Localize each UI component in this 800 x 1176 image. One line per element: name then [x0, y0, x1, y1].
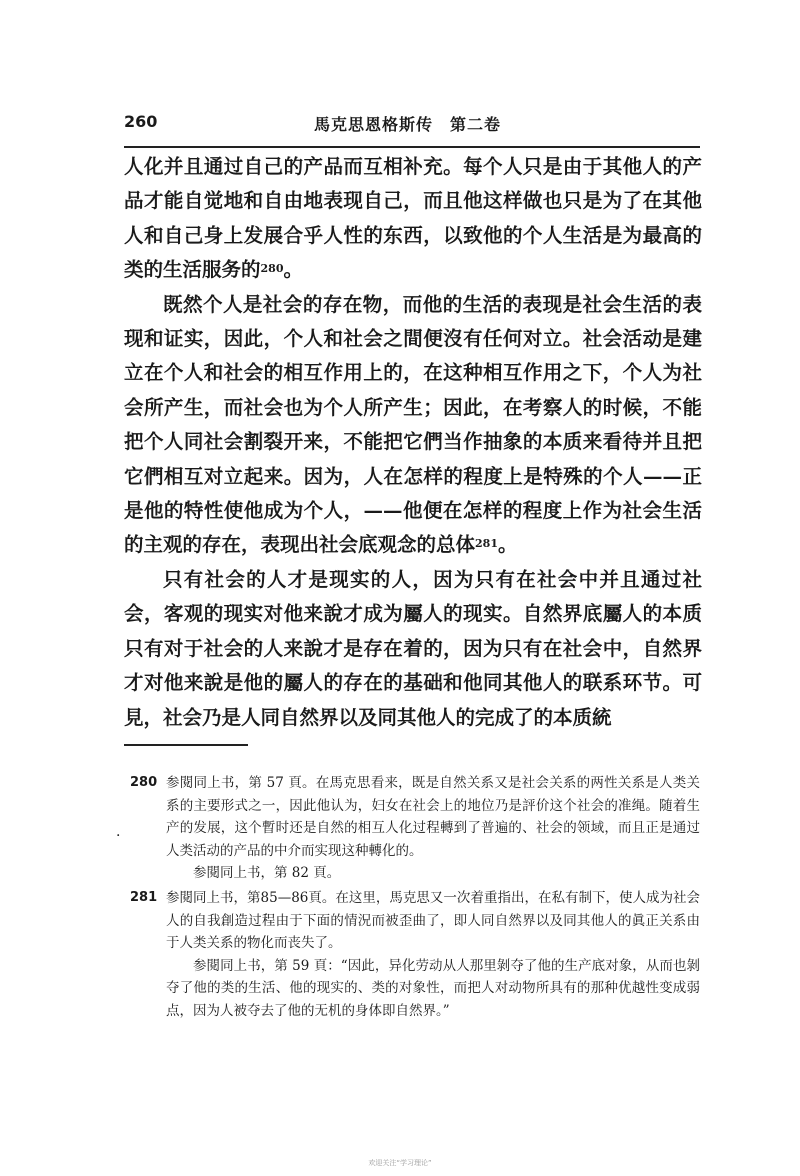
footnote-text-continued: 参閱同上书，第 82 頁。 — [193, 865, 341, 882]
paragraph-1-text: 人化并且通过自己的产品而互相补充。每个人只是由于其他人的产品才能自觉地和自由地表现自己，而且他这样做也只是为了在其他人和自己身上发展合乎人性的东西，以致他的个人生活是为最高的类的生活服务的 — [124, 155, 702, 282]
footnote-281 — [124, 887, 700, 1023]
paragraph-3: 只有社会的人才是现实的人，因为只有在社会中并且通过社会，客观的现实对他来說才成为屬人的现实。自然界底屬人的本质只有对于社会的人来說才是存在着的，因为只有在社会中，自然界才对他来說是他的屬人的存在的基础和他同其他人的联系环节。可見，社会乃是人同自然界以及同其他人的完成了的本质統 — [124, 567, 702, 729]
paragraph-2-end: 。 — [497, 533, 518, 557]
running-title: 馬克思恩格斯传 第二卷 — [314, 115, 502, 134]
margin-mark: · — [116, 828, 121, 844]
watermark: 欢迎关注“学习理论” — [368, 1159, 432, 1167]
paragraph-1-end: 。 — [283, 258, 303, 282]
footnote-divider — [124, 744, 248, 746]
body-text — [124, 150, 702, 735]
footnote-number: 280 — [130, 775, 158, 790]
page-number: 260 — [124, 112, 158, 131]
page-header — [124, 110, 700, 148]
footnote-ref-281: 281 — [475, 537, 498, 551]
footnote-number: 281 — [130, 889, 158, 905]
paragraph-1 — [124, 150, 702, 288]
paragraph-2 — [124, 288, 702, 563]
footnote-ref-280: 280 — [260, 262, 284, 276]
footnote-280 — [124, 772, 700, 885]
footnote-text: 参閱同上书，第 57 頁。在馬克思看来，既是自然关系又是社会关系的两性关系是人类关系的主要形式之一，因此他认为，妇女在社会上的地位乃是評价这个社会的准绳。随着生产的发展，这个暫时还是自然的相互人化过程轉到了普遍的、社会的领域，而且正是通过人类活动的产品的中介而实现这种轉化的。 — [166, 775, 700, 859]
paragraph-2-text: 既然个人是社会的存在物，而他的生活的表现是社会生活的表现和证实，因此，个人和社会之間便沒有任何对立。社会活动是建立在个人和社会的相互作用上的，在这种相互作用之下，个人为社会所产生，而社会也为个人所产生；因此，在考察人的时候，不能把个人同社会割裂开来，不能把它們当作抽象的本质来看待并且把它們相互对立起来。因为，人在怎样的程度上是特殊的个人——正是他的特性使他成为个人，——他便在怎样的程度上作为社会生活的主观的存在，表现出社会底观念的总体 — [124, 292, 702, 557]
footnote-text-continued: 参閱同上书，第 59 頁：“因此，异化劳动从人那里剝夺了他的生产底对象，从而也剝夺了他的类的生活、他的现实的、类的对象性，而把人对动物所具有的那种优越性变成弱点，因为人被夺去了他的无机的身体即自然界。” — [166, 957, 700, 1019]
footnote-text: 参閱同上书，第85—86頁。在这里，馬克思又一次着重指出，在私有制下，使人成为社会人的自我創造过程由于下面的情況而被歪曲了，即人同自然界以及同其他人的眞正关系由于人类关系的物化而丧失了。 — [166, 889, 700, 952]
footnotes — [124, 772, 700, 1025]
